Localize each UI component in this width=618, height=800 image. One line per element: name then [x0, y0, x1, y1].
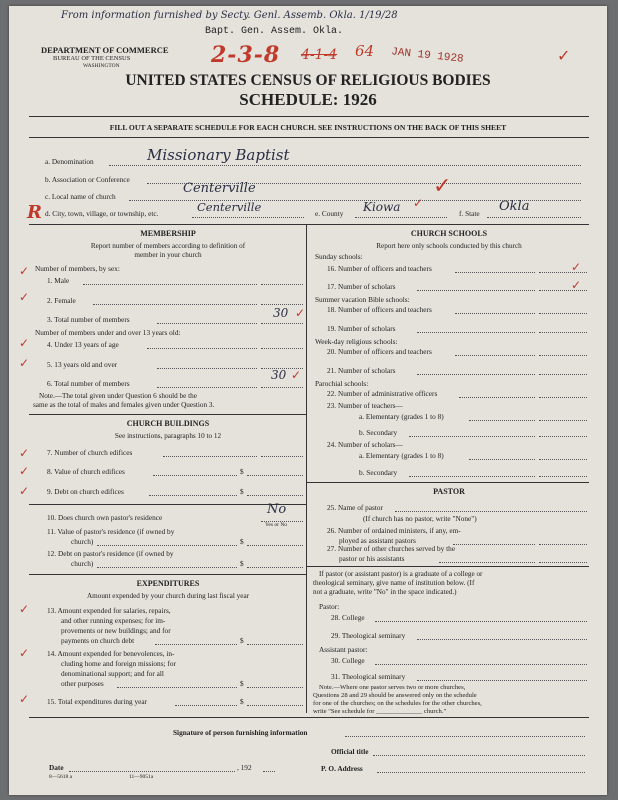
divider [29, 414, 306, 415]
total-members-value: 30 [273, 306, 289, 320]
q19-label: 19. Number of scholars [327, 324, 396, 333]
local-name-label: c. Local name of church [45, 192, 116, 201]
local-name-value: Centerville [183, 181, 256, 196]
total-expenditures-field[interactable] [247, 705, 303, 706]
expenditures-subtitle: Amount expended by your church during last fiscal year [86, 592, 250, 600]
q27-label-cont: pastor or his assistants [339, 554, 405, 563]
q23-elementary-label: a. Elementary (grades 1 to 8) [359, 412, 444, 421]
red-check-mark: ✓ [571, 278, 582, 292]
leader-dots [153, 475, 237, 476]
signature-label: Signature of person furnishing information [173, 728, 308, 737]
secondary-scholars-field[interactable] [539, 476, 587, 477]
divider [29, 504, 306, 505]
divider [29, 137, 589, 138]
state-label: f. State [459, 209, 480, 218]
red-check-mark: ✓ [19, 356, 30, 370]
form-title: UNITED STATES CENSUS OF RELIGIOUS BODIES [125, 72, 491, 89]
red-check-mark: ✓ [19, 264, 30, 278]
crossed-code: 4-1-4 [301, 47, 338, 63]
q30-label: 30. College [331, 656, 365, 665]
divider [306, 566, 589, 567]
handwritten-code: 2-3-8 [211, 42, 281, 68]
leader-dots [469, 420, 535, 421]
official-title-label: Official title [331, 747, 369, 756]
total-members-age-value: 30 [271, 368, 287, 382]
membership-intro: member in your church [134, 251, 202, 259]
pastor-graduate-intro: not a graduate, write "No" in the space indicated.) [313, 588, 457, 596]
leader-dots [157, 323, 257, 324]
vacation-scholars-field[interactable] [539, 332, 587, 333]
elementary-scholars-field[interactable] [539, 459, 587, 460]
red-r-mark: R [27, 202, 42, 223]
assistant-seminary-field[interactable] [417, 680, 587, 681]
official-title-field[interactable] [373, 755, 585, 756]
parochial-officers-field[interactable] [539, 397, 587, 398]
red-check-mark: ✓ [19, 484, 30, 498]
schedule-title: SCHEDULE: 1926 [239, 90, 377, 109]
year-prefix: , 192 [237, 763, 252, 772]
association-label: b. Association or Conference [45, 175, 130, 184]
buildings-subtitle: See instructions, paragraphs 10 to 12 [114, 432, 222, 440]
q10-label: 10. Does church own pastor's residence [47, 513, 163, 522]
dollar-sign: $ [240, 559, 244, 568]
po-address-label: P. O. Address [321, 764, 363, 773]
pastor-title: PASTOR [433, 487, 465, 496]
red-check-mark: ✓ [571, 260, 582, 274]
leader-dots [97, 567, 237, 568]
q21-label: 21. Number of scholars [327, 366, 396, 375]
q26-label-cont: ployed as assistant pastors [339, 536, 416, 545]
q23-secondary-label: b. Secondary [359, 428, 398, 437]
residence-value-field[interactable] [247, 545, 303, 546]
female-count-field[interactable] [261, 304, 303, 305]
divider [306, 482, 589, 483]
date-stamp: JAN 19 1928 [390, 46, 465, 66]
q24-secondary-label: b. Secondary [359, 468, 398, 477]
small-code: 64 [355, 42, 375, 60]
leader-dots [117, 687, 237, 688]
q22-label: 22. Number of administrative officers [327, 389, 438, 398]
leader-dots [93, 304, 257, 305]
q13-label-cont: payments on church debt [61, 636, 135, 645]
q25-hint: (If church has no pastor, write "None") [363, 514, 477, 523]
q14-label-cont: denominational support; and for all [61, 669, 164, 678]
q4-under13-label: 4. Under 13 years of age [47, 340, 119, 349]
city-name: WASHINGTON [83, 63, 120, 69]
date-field[interactable] [69, 771, 235, 772]
census-schedule-sheet [9, 6, 607, 795]
city-field[interactable] [192, 217, 304, 218]
q14-label-cont: other purposes [61, 679, 104, 688]
vacation-teachers-field[interactable] [539, 313, 587, 314]
pastor-note: Note.—Where one pastor serves two or more churches, [319, 684, 466, 691]
q25-label: 25. Name of pastor [327, 503, 383, 512]
q13-label: 13. Amount expended for salaries, repairs, [47, 606, 171, 615]
dollar-sign: $ [240, 467, 244, 476]
denomination-field[interactable] [109, 165, 581, 166]
leader-dots [409, 436, 535, 437]
date-label: Date [49, 763, 64, 772]
q8-label: 8. Value of church edifices [47, 467, 125, 476]
q13-label-cont: and other running expenses; for im- [61, 616, 166, 625]
q27-label: 27. Number of other churches served by the [327, 544, 456, 553]
leader-dots [417, 290, 535, 291]
dollar-sign: $ [240, 487, 244, 496]
q1-male-label: 1. Male [47, 276, 70, 285]
edifices-debt-field[interactable] [247, 495, 303, 496]
running-expenses-field[interactable] [247, 644, 303, 645]
leader-dots [453, 544, 535, 545]
dollar-sign: $ [240, 697, 244, 706]
pastor-graduate-intro: If pastor (or assistant pastor) is a graduate of a college or [319, 570, 483, 578]
residence-debt-field[interactable] [247, 567, 303, 568]
county-field[interactable] [355, 217, 447, 218]
q12-label-cont: church) [71, 559, 94, 568]
denomination-value: Missionary Baptist [147, 146, 290, 164]
form-number: 8—5618 a [49, 774, 73, 780]
secondary-teachers-field[interactable] [539, 436, 587, 437]
county-label: e. County [315, 209, 344, 218]
total-members-age-field[interactable] [261, 387, 303, 388]
pastor-college-field[interactable] [375, 621, 587, 622]
leader-dots [175, 705, 237, 706]
form-number: 11—9051a [129, 774, 154, 780]
assistant-pastors-field[interactable] [539, 544, 587, 545]
edifices-count-field[interactable] [261, 456, 303, 457]
year-field[interactable] [263, 771, 275, 772]
q14-label: 14. Amount expended for benevolences, in- [47, 649, 175, 658]
q5-over13-label: 5. 13 years old and over [47, 360, 118, 369]
q7-label: 7. Number of church edifices [47, 448, 133, 457]
red-check-mark: ✓ [295, 306, 306, 320]
leader-dots [409, 476, 535, 477]
expenditures-title: EXPENDITURES [136, 579, 200, 588]
red-check-mark: ✓ [19, 336, 30, 350]
leader-dots [147, 348, 257, 349]
q12-label: 12. Debt on pastor's residence (if owned by [47, 549, 174, 558]
dollar-sign: $ [240, 636, 244, 645]
parochial-schools-label: Parochial schools: [315, 379, 369, 388]
assistant-college-field[interactable] [375, 664, 587, 665]
red-check-mark: ✓ [557, 46, 571, 65]
leader-dots [149, 495, 237, 496]
leader-dots [83, 284, 257, 285]
pastor-graduate-intro: theological seminary, give name of institution below. (If [313, 579, 475, 587]
leader-dots [155, 644, 237, 645]
total-members-field[interactable] [261, 323, 303, 324]
red-check-mark: ✓ [433, 174, 452, 199]
q16-label: 16. Number of officers and teachers [327, 264, 432, 273]
under13-field[interactable] [261, 348, 303, 349]
q17-label: 17. Number of scholars [327, 282, 396, 291]
pastor-label: Pastor: [319, 602, 340, 611]
leader-dots [455, 355, 535, 356]
edifices-value-field[interactable] [247, 475, 303, 476]
elementary-teachers-field[interactable] [539, 420, 587, 421]
schools-subtitle: Report here only schools conducted by this church [376, 242, 522, 250]
leader-dots [469, 459, 535, 460]
q28-label: 28. College [331, 613, 365, 622]
q15-label: 15. Total expenditures during year [47, 697, 148, 706]
q26-label: 26. Number of ordained ministers, if any, em- [327, 526, 461, 535]
dollar-sign: $ [240, 679, 244, 688]
city-value: Centerville [197, 200, 262, 214]
weekday-schools-label: Week-day religious schools: [315, 337, 398, 346]
divider [29, 574, 306, 575]
q29-label: 29. Theological seminary [331, 631, 406, 640]
q31-label: 31. Theological seminary [331, 672, 406, 681]
leader-dots [417, 374, 535, 375]
schools-title: CHURCH SCHOOLS [410, 229, 488, 238]
red-check-mark: ✓ [19, 446, 30, 460]
weekday-teachers-field[interactable] [539, 355, 587, 356]
q11-label: 11. Value of pastor's residence (if owned by [47, 527, 175, 536]
q6-total-label: 6. Total number of members [47, 379, 130, 388]
red-check-mark: ✓ [413, 196, 424, 210]
weekday-scholars-field[interactable] [539, 374, 587, 375]
age-intro-label: Number of members under and over 13 years old: [35, 328, 181, 337]
denomination-label: a. Denomination [45, 157, 94, 166]
pastor-note: Questions 28 and 29 should be answered only on the schedule [313, 692, 477, 699]
divider [29, 224, 589, 225]
state-value: Okla [499, 199, 530, 214]
signature-field[interactable] [345, 736, 585, 737]
vacation-schools-label: Summer vacation Bible schools: [315, 295, 410, 304]
pastor-seminary-field[interactable] [417, 639, 587, 640]
red-check-mark: ✓ [19, 646, 30, 660]
leader-dots [455, 272, 535, 273]
state-field[interactable] [487, 217, 581, 218]
q3-total-label: 3. Total number of members [47, 315, 130, 324]
leader-dots [163, 456, 257, 457]
red-check-mark: ✓ [19, 464, 30, 478]
leader-dots [459, 397, 535, 398]
instruction-line: FILL OUT A SEPARATE SCHEDULE FOR EACH CHURCH. SEE INSTRUCTIONS ON THE BACK OF THIS SHEET [109, 123, 507, 132]
leader-dots [417, 332, 535, 333]
pastor-name-field[interactable] [395, 511, 587, 512]
q18-label: 18. Number of officers and teachers [327, 305, 432, 314]
membership-note: Note.—The total given under Question 6 should be the [39, 392, 197, 400]
q24-elementary-label: a. Elementary (grades 1 to 8) [359, 451, 444, 460]
column-divider [306, 224, 307, 713]
q13-label-cont: provements or new buildings; and for [61, 626, 171, 635]
leader-dots [97, 545, 237, 546]
leader-dots [439, 562, 535, 563]
pastor-note: for one of the churches; on the schedules for the other churches, [313, 700, 482, 707]
benevolences-field[interactable] [247, 687, 303, 688]
leader-dots [157, 387, 257, 388]
q14-label-cont: cluding home and foreign missions; for [61, 659, 176, 668]
red-check-mark: ✓ [19, 602, 30, 616]
q9-label: 9. Debt on church edifices [47, 487, 124, 496]
q24-label: 24. Number of scholars— [327, 440, 403, 449]
q23-label: 23. Number of teachers— [327, 401, 403, 410]
typed-stamp: Bapt. Gen. Assem. Okla. [205, 26, 344, 37]
red-check-mark: ✓ [19, 692, 30, 706]
by-sex-label: Number of members, by sex: [35, 264, 120, 273]
department-name: DEPARTMENT OF COMMERCE [41, 45, 169, 55]
handwritten-source-note: From information furnished by Secty. Genl. Assemb. Okla. 1/19/28 [61, 10, 398, 21]
owns-residence-value: No [267, 502, 287, 517]
male-count-field[interactable] [261, 284, 303, 285]
q20-label: 20. Number of officers and teachers [327, 347, 432, 356]
membership-title: MEMBERSHIP [140, 229, 196, 238]
other-churches-field[interactable] [539, 562, 587, 563]
po-address-field[interactable] [377, 772, 585, 773]
q2-female-label: 2. Female [47, 296, 76, 305]
leader-dots [455, 313, 535, 314]
dollar-sign: $ [240, 537, 244, 546]
leader-dots [157, 368, 257, 369]
divider [29, 717, 589, 718]
county-value: Kiowa [363, 200, 401, 214]
divider [29, 116, 589, 117]
bureau-name: BUREAU OF THE CENSUS [53, 55, 131, 62]
city-label: d. City, town, village, or township, etc. [45, 209, 159, 218]
buildings-title: CHURCH BUILDINGS [126, 419, 210, 428]
red-check-mark: ✓ [291, 368, 302, 382]
pastor-note: write "See schedule for ______________ church." [313, 708, 447, 715]
q11-label-cont: church) [71, 537, 94, 546]
red-check-mark: ✓ [19, 290, 30, 304]
sunday-schools-label: Sunday schools: [315, 252, 363, 261]
membership-intro: Report number of members according to definition of [90, 242, 246, 250]
yes-no-hint: Yes or No [265, 522, 288, 528]
membership-note: same as the total of males and females given under Question 3. [33, 401, 215, 409]
assistant-pastor-label: Assistant pastor: [319, 645, 368, 654]
